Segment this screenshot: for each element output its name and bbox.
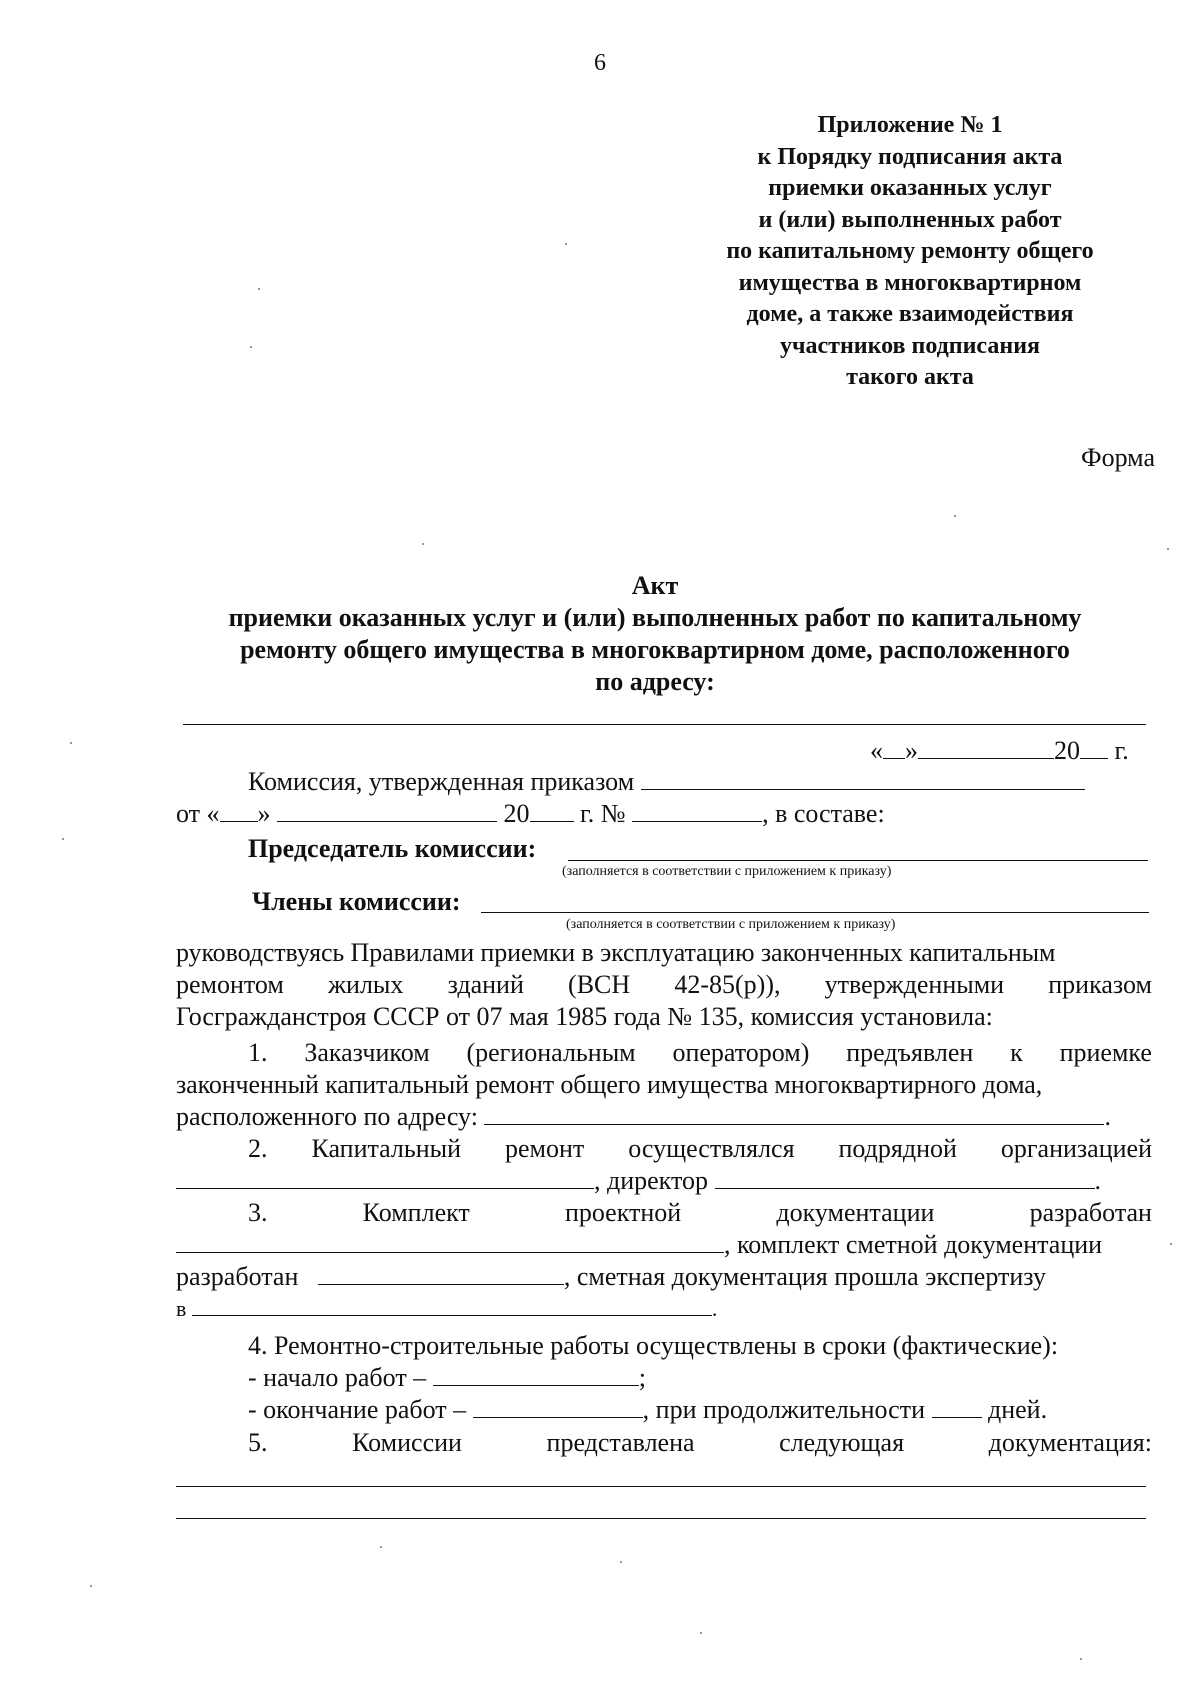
appendix-line: доме, а также взаимодействия (746, 301, 1074, 327)
day-blank (883, 736, 905, 759)
appendix-line: к Порядку подписания акта (757, 143, 1063, 170)
appendix-line: по капитальному ремонту общего (726, 238, 1094, 264)
item-1-line-2: законченный капитальный ремонт общего имущества многоквартирного дома, (176, 1070, 1043, 1099)
item-1-line-3: расположенного по адресу: . (176, 1102, 1111, 1131)
item-1-line-1: 1. Заказчиком (региональным оператором) предъявлен к приемке (248, 1038, 1152, 1067)
scan-speck (1080, 1658, 1082, 1660)
director-blank (715, 1166, 1095, 1189)
design-developer-blank (176, 1230, 724, 1253)
contractor-blank (176, 1166, 594, 1189)
date-line: « » 20 г. (870, 736, 1129, 765)
act-title: Акт (631, 571, 679, 600)
guided-line-2: ремонтом жилых зданий (ВСН 42-85(р)), утвержденными приказом (176, 970, 1152, 999)
scan-speck (70, 742, 72, 744)
documentation-blank-line (176, 1518, 1146, 1519)
scan-speck (620, 1561, 622, 1563)
expertise-blank (192, 1293, 712, 1316)
scan-speck (380, 1546, 382, 1548)
item-3-line-1: 3. Комплект проектной документации разработан (248, 1198, 1152, 1227)
scan-speck (90, 1585, 92, 1587)
item-5-line: 5. Комиссии представлена следующая документация: (248, 1428, 1152, 1457)
item-3-line-3: разработан , сметная документация прошла экспертизу (176, 1262, 1046, 1291)
guided-line-3: Госгражданстроя СССР от 07 мая 1985 года № 135, комиссия установила: (176, 1002, 993, 1031)
month-blank (918, 736, 1054, 759)
estimate-developer-blank (318, 1262, 564, 1285)
item-4-end: - окончание работ – , при продолжительности дней. (248, 1395, 1048, 1424)
appendix-heading (640, 110, 1180, 394)
documentation-blank-line (176, 1486, 1146, 1487)
form-label: Форма (1081, 443, 1155, 472)
act-title-block (160, 570, 1150, 698)
item-2-line-2: , директор . (176, 1165, 1101, 1197)
order-name-blank (641, 767, 1085, 790)
address-blank-line (183, 724, 1146, 725)
page-number: 6 (594, 50, 606, 76)
order-number-blank (632, 799, 762, 822)
appendix-line: такого акта (846, 364, 974, 390)
members-label: Члены комиссии: (252, 887, 461, 916)
scan-speck (1170, 1243, 1172, 1245)
scan-speck (62, 838, 64, 840)
appendix-line: участников подписания (779, 332, 1041, 359)
order-month-blank (277, 799, 497, 822)
members-blank-line (481, 912, 1149, 913)
item-3-line-2: , комплект сметной документации (176, 1229, 1102, 1261)
end-date-blank (473, 1395, 643, 1418)
scan-speck (258, 288, 260, 290)
scan-speck (954, 515, 956, 517)
chairman-caption: (заполняется в соответствии с приложением к приказу) (562, 864, 892, 879)
scan-speck (700, 1632, 702, 1634)
scan-speck (250, 346, 252, 348)
item-4-line: 4. Ремонтно-строительные работы осуществлены в сроки (фактические): (248, 1331, 1059, 1360)
item-4-start: - начало работ – ; (248, 1363, 646, 1392)
members-caption: (заполняется в соответствии с приложением к приказу) (566, 917, 896, 932)
appendix-line: имущества в многоквартирном (738, 269, 1082, 296)
chairman-blank-line (568, 860, 1148, 861)
scan-speck (1167, 548, 1169, 550)
scan-speck (422, 543, 424, 545)
order-year-blank (530, 799, 574, 822)
appendix-line: и (или) выполненных работ (758, 206, 1062, 233)
order-day-blank (220, 799, 258, 822)
year-blank (1080, 736, 1108, 759)
order-line: от « » 20 г. № , в составе: (176, 799, 885, 828)
item-1-address-blank (484, 1102, 1104, 1125)
start-date-blank (433, 1363, 639, 1386)
appendix-line: приемки оказанных услуг (768, 175, 1052, 201)
commission-line: Комиссия, утвержденная приказом (248, 766, 1085, 798)
item-2-line-1: 2. Капитальный ремонт осуществлялся подрядной организацией (248, 1134, 1152, 1163)
act-subtitle: приемки оказанных услуг и (или) выполненных работ по капитальному (228, 603, 1082, 632)
act-subtitle: по адресу: (595, 667, 715, 696)
item-3-line-4: в . (176, 1293, 717, 1325)
chairman-label: Председатель комиссии: (248, 834, 537, 863)
duration-blank (932, 1395, 982, 1418)
guided-line-1: руководствуясь Правилами приемки в эксплуатацию законченных капитальным (176, 938, 1056, 967)
appendix-line: Приложение № 1 (817, 112, 1003, 138)
scan-speck (565, 243, 567, 245)
act-subtitle: ремонту общего имущества в многоквартирном доме, расположенного (240, 635, 1070, 664)
